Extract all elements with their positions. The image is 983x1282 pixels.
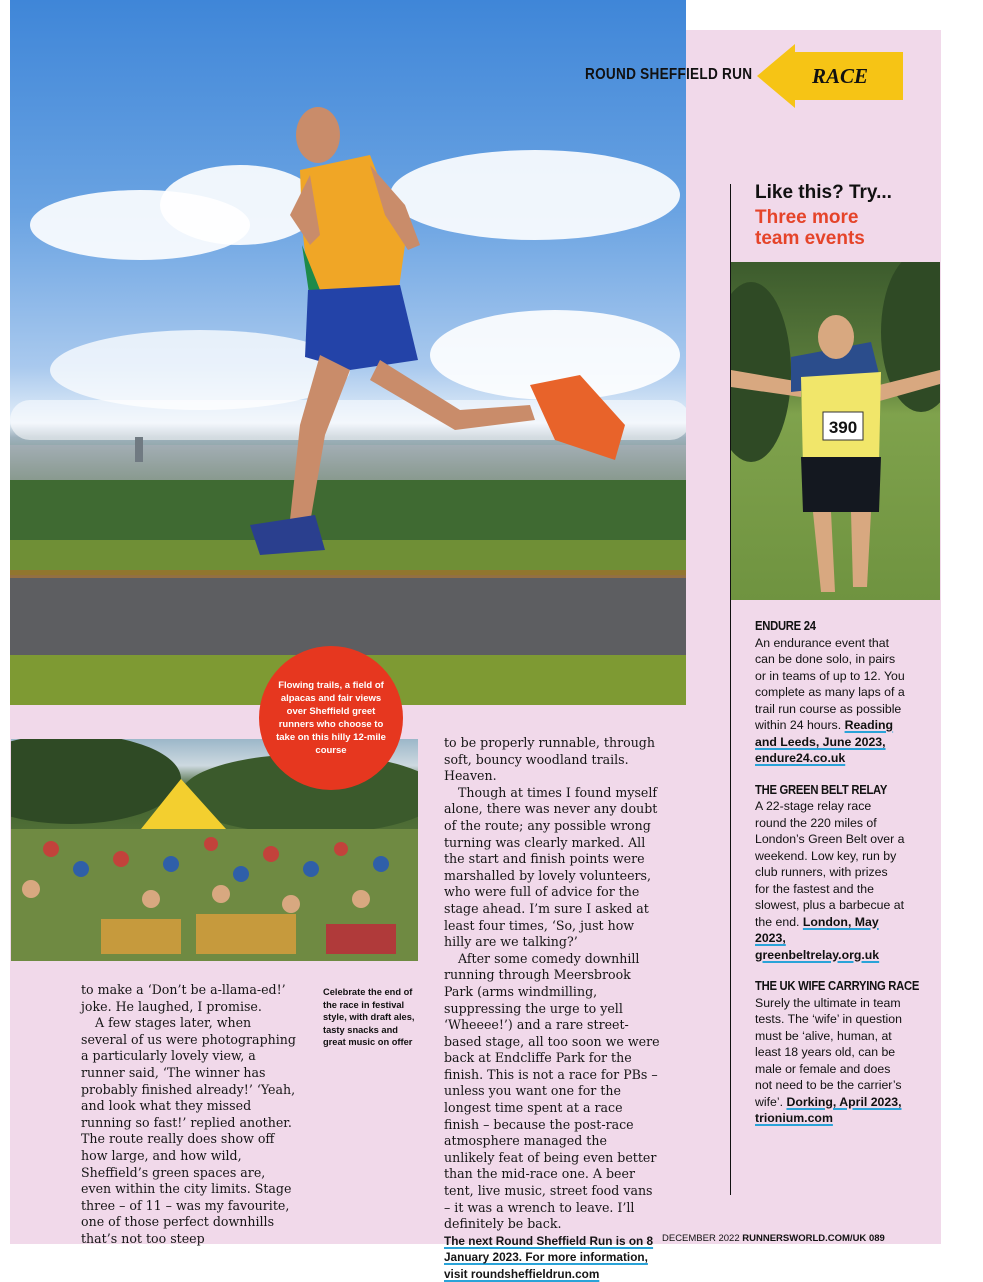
footer-issue: DECEMBER 2022 [662, 1233, 740, 1244]
article-endnote-link[interactable]: The next Round Sheffield Run is on 8 January 2023. For more information, visit roundsheffieldrun.com [444, 1233, 654, 1281]
event-link[interactable]: Reading and Leeds, June 2023, endure24.co.uk [755, 718, 894, 765]
article-column-1 [81, 982, 299, 1248]
section-title: ROUND SHEFFIELD RUN [585, 66, 753, 83]
runner-figure [230, 95, 630, 575]
event-title: THE GREEN BELT RELAY [755, 782, 888, 797]
event-link[interactable]: Dorking, April 2023, trionium.com [755, 1094, 902, 1125]
festival-photo-caption: Celebrate the end of the race in festival style, with draft ales, tasty snacks and great music on offer [323, 987, 415, 1047]
article-paragraph: Though at times I found myself alone, there was never any doubt of the route; any possible wrong turning was clearly marked. All the start and finish points were marshalled by lovely volunteers, who were full of advice for the stage ahead. I’m sure I asked at least four times, ‘So, just how hilly are we talking?’ [444, 784, 658, 950]
event-title: ENDURE 24 [755, 619, 816, 633]
footer-site[interactable]: RUNNERSWORLD.COM/UK [742, 1233, 867, 1244]
event-description: Surely the ultimate in team tests. The ‘wife’ in question must be ‘alive, human, at least 18 years old, can be male or female and does not need to be the carrier’s wife’. Dorking, April 2023, trionium.com [755, 995, 902, 1125]
page-number: 089 [868, 1233, 885, 1244]
sidebar-subheading: Three more team events [755, 207, 865, 249]
wife-carrying-photo [731, 262, 940, 600]
article-column-2 [444, 735, 660, 1282]
event-description: An endurance event that can be done solo, in pairs or in teams of up to 12. You complete as many laps of a trail run course as possible within 24 hours. Reading and Leeds, June 2023, endure24.co.uk [755, 635, 905, 765]
hero-photo-caption: Flowing trails, a field of alpacas and fair views over Sheffield greet runners who choose to take on this hilly 12-mile course [259, 646, 403, 790]
article-paragraph: to make a ‘Don’t be a-llama-ed!’ joke. He laughed, I promise. [81, 982, 286, 1014]
article-paragraph: to be properly runnable, through soft, bouncy woodland trails. Heaven. [444, 735, 655, 784]
section-tag-label: RACE [811, 64, 869, 88]
sidebar-events-list [755, 618, 920, 1142]
event-link[interactable]: London, May 2023, greenbeltrelay.org.uk [755, 914, 880, 962]
article-paragraph: A few stages later, when several of us were photographing a particularly lovely view, a runner said, ‘The winner has probably finished already!’ ‘Yeah, and look what they missed running so fast!’ replied another. The route really does show off how large, and how wild, Sheffield’s green spaces are, even within the city limits. Stage three – of 11 – was my favourite, one of those perfect downhills that’s not too steep [81, 1015, 296, 1246]
page-footer [662, 1233, 885, 1244]
event-description: A 22-stage relay race round the 220 miles of London’s Green Belt over a weekend. Low key, run by club runners, with prizes for the fastest and the slowest, plus a barbecue at the end. London, May 2023, greenbeltrelay.org.uk [755, 799, 905, 962]
hero-runner-photo [10, 0, 686, 705]
article-paragraph: After some comedy downhill running through Meersbrook Park (arms windmilling, suppressing the urge to yell ‘Wheeee!’) and a rare street-based stage, all too soon we were back at Endcliffe Park for the finish. This is not a race for PBs – unless you want one for the longest time spent at a race finish – because the post-race atmosphere managed the unlikely feat of being even better than the mid-race one. A beer tent, live music, street food vans – it was a wrench to leave. I’ll definitely be back. [444, 950, 660, 1232]
runner-bib-number: 390 [828, 418, 858, 437]
sidebar-heading: Like this? Try... [755, 182, 892, 203]
event-title: THE UK WIFE CARRYING RACE [755, 979, 920, 993]
